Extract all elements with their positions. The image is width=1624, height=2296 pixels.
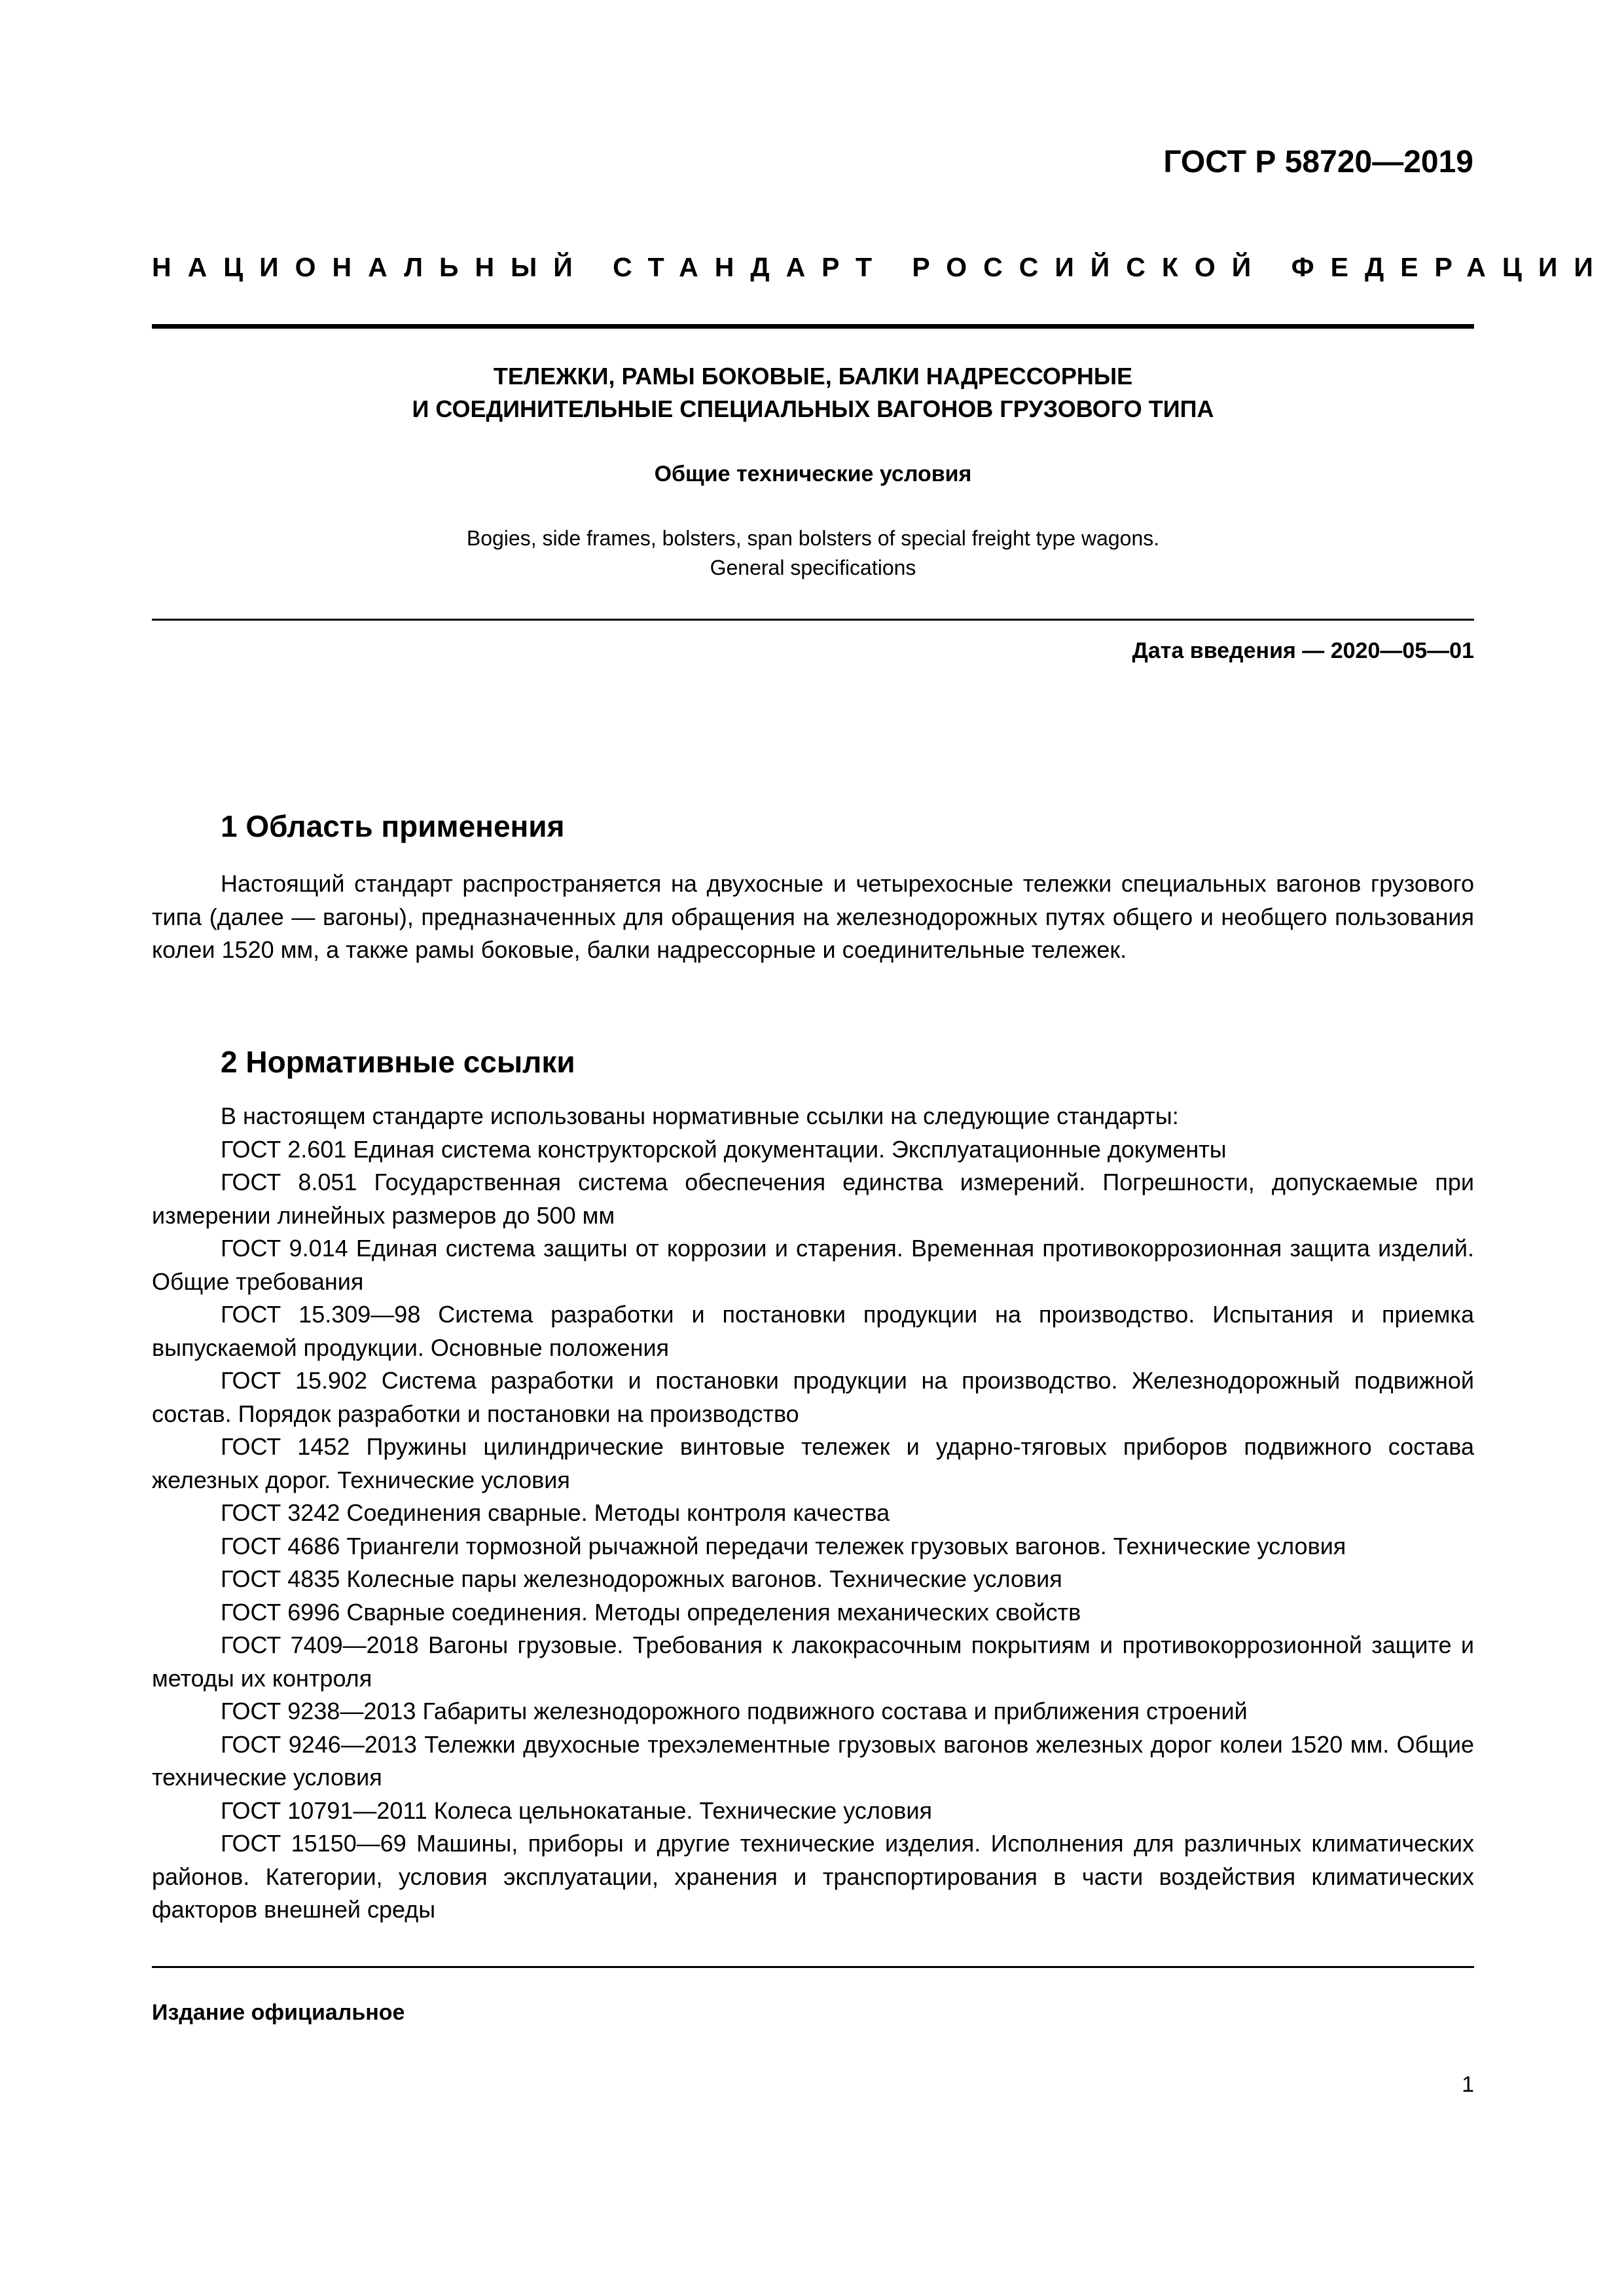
english-title <box>152 524 1474 583</box>
reference-item: ГОСТ 2.601 Единая система конструкторской документации. Эксплуатационные документы <box>221 1135 1227 1163</box>
title-line-2: И СОЕДИНИТЕЛЬНЫЕ СПЕЦИАЛЬНЫХ ВАГОНОВ ГРУЗОВОГО ТИПА <box>412 395 1214 422</box>
section-2-paragraph: В настоящем стандарте использованы нормативные ссылки на следующие стандарты: <box>221 1102 1179 1129</box>
national-standard-banner: НАЦИОНАЛЬНЫЙ СТАНДАРТ РОССИЙСКОЙ ФЕДЕРАЦИИ <box>152 252 1610 282</box>
title-divider <box>152 619 1474 621</box>
footer-divider <box>152 1966 1474 1968</box>
section-1-heading: 1 Область применения <box>221 809 565 843</box>
introduction-date: Дата введения — 2020—05—01 <box>1132 638 1474 663</box>
reference-item: ГОСТ 15.902 Система разработки и постановки продукции на производство. Железнодорожный подвижной состав. Порядок разработки и постановки на производство <box>152 1367 1474 1427</box>
document-code: ГОСТ Р 58720—2019 <box>1163 145 1473 179</box>
document-subtitle: Общие технические условия <box>654 462 972 486</box>
section-1-paragraph: Настоящий стандарт распространяется на двухосные и четырехосные тележки специальных вагонов грузового типа (далее — вагоны), предназначенных для обращения на железнодорожных путях общего и необщего пользования колеи 1520 мм, а также рамы боковые, балки надрессорные и соединительные тележек. <box>152 870 1474 963</box>
section-1-body <box>152 867 1474 967</box>
reference-item: ГОСТ 3242 Соединения сварные. Методы контроля качества <box>221 1499 890 1526</box>
reference-item: ГОСТ 8.051 Государственная система обеспечения единства измерений. Погрешности, допускаемые при измерении линейных размеров до 500 мм <box>152 1169 1474 1229</box>
section-2-body <box>152 1100 1474 1927</box>
document-title <box>152 360 1474 426</box>
reference-item: ГОСТ 9246—2013 Тележки двухосные трехэлементные грузовых вагонов железных дорог колеи 1520 мм. Общие технические условия <box>152 1730 1474 1791</box>
reference-item: ГОСТ 10791—2011 Колеса цельнокатаные. Технические условия <box>221 1796 933 1824</box>
reference-item: ГОСТ 15150—69 Машины, приборы и другие технические изделия. Исполнения для различных климатических районов. Категории, условия эксплуатации, хранения и транспортирования в части воздействия климатических факторов внешней среды <box>152 1830 1474 1923</box>
reference-item: ГОСТ 1452 Пружины цилиндрические винтовые тележек и ударно-тяговых приборов подвижного состава железных дорог. Технические условия <box>152 1433 1474 1493</box>
reference-item: ГОСТ 4686 Триангели тормозной рычажной передачи тележек грузовых вагонов. Технические условия <box>221 1532 1346 1559</box>
section-2-heading: 2 Нормативные ссылки <box>221 1045 575 1079</box>
reference-item: ГОСТ 6996 Сварные соединения. Методы определения механических свойств <box>221 1598 1081 1626</box>
reference-item: ГОСТ 4835 Колесные пары железнодорожных вагонов. Технические условия <box>221 1565 1062 1592</box>
reference-item: ГОСТ 9.014 Единая система защиты от коррозии и старения. Временная противокоррозионная защита изделий. Общие требования <box>152 1235 1474 1295</box>
title-line-1: ТЕЛЕЖКИ, РАМЫ БОКОВЫЕ, БАЛКИ НАДРЕССОРНЫЕ <box>493 363 1133 390</box>
english-title-line-2: General specifications <box>710 556 916 579</box>
reference-item: ГОСТ 9238—2013 Габариты железнодорожного подвижного состава и приближения строений <box>221 1698 1248 1724</box>
header-divider <box>152 324 1474 329</box>
english-title-line-1: Bogies, side frames, bolsters, span bolsters of special freight type wagons. <box>466 526 1160 550</box>
reference-item: ГОСТ 15.309—98 Система разработки и постановки продукции на производство. Испытания и приемка выпускаемой продукции. Основные положения <box>152 1301 1474 1361</box>
page-number: 1 <box>1462 2072 1474 2097</box>
reference-item: ГОСТ 7409—2018 Вагоны грузовые. Требования к лакокрасочным покрытиям и противокоррозионной защите и методы их контроля <box>152 1631 1474 1692</box>
edition-label: Издание официальное <box>152 2000 405 2025</box>
